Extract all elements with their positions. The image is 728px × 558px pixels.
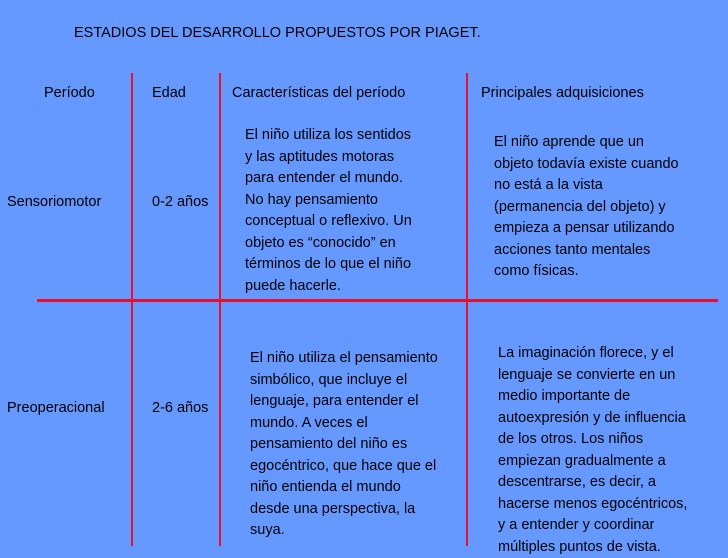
row2-adquisiciones: La imaginación florece, y el lenguaje se convierte en un medio importante de autoexpresión y de influencia de los otros. Los niños empiezan gradualmente a descentrarse, es decir, a hacerse menos egocéntricos, y a entender y coordinar múltiples puntos de vista. — [498, 345, 688, 555]
row2-edad: 2-6 años — [152, 400, 209, 416]
row2-caracteristicas: El niño utiliza el pensamiento simbólico, que incluye el lenguaje, para entender el mundo. A veces el pensamiento del niño es egocéntrico, que hace que el niño entienda el mundo desde una perspectiva, la suya. — [250, 350, 438, 538]
row-divider — [37, 299, 718, 302]
column-divider-2 — [219, 73, 221, 546]
row1-adquisiciones: El niño aprende que un objeto todavía existe cuando no está a la vista (permanencia del objeto) y empieza a pensar utilizando acciones tanto mentales como físicas. — [494, 134, 679, 279]
page-title: ESTADIOS DEL DESARROLLO PROPUESTOS POR PIAGET. — [74, 25, 481, 41]
column-divider-1 — [131, 73, 133, 546]
header-periodo: Período — [44, 85, 95, 101]
header-edad: Edad — [152, 85, 186, 101]
row1-edad: 0-2 años — [152, 194, 209, 210]
column-divider-3 — [466, 73, 468, 546]
row2-periodo: Preoperacional — [7, 400, 105, 416]
header-caracteristicas: Características del período — [232, 85, 406, 101]
row1-caracteristicas: El niño utiliza los sentidos y las aptitudes motoras para entender el mundo. No hay pensamiento conceptual o reflexivo. Un objeto es “conocido” en términos de lo que el niño puede hacerle. — [245, 127, 412, 294]
header-adquisiciones: Principales adquisiciones — [481, 85, 644, 101]
row1-periodo: Sensoriomotor — [7, 194, 102, 210]
